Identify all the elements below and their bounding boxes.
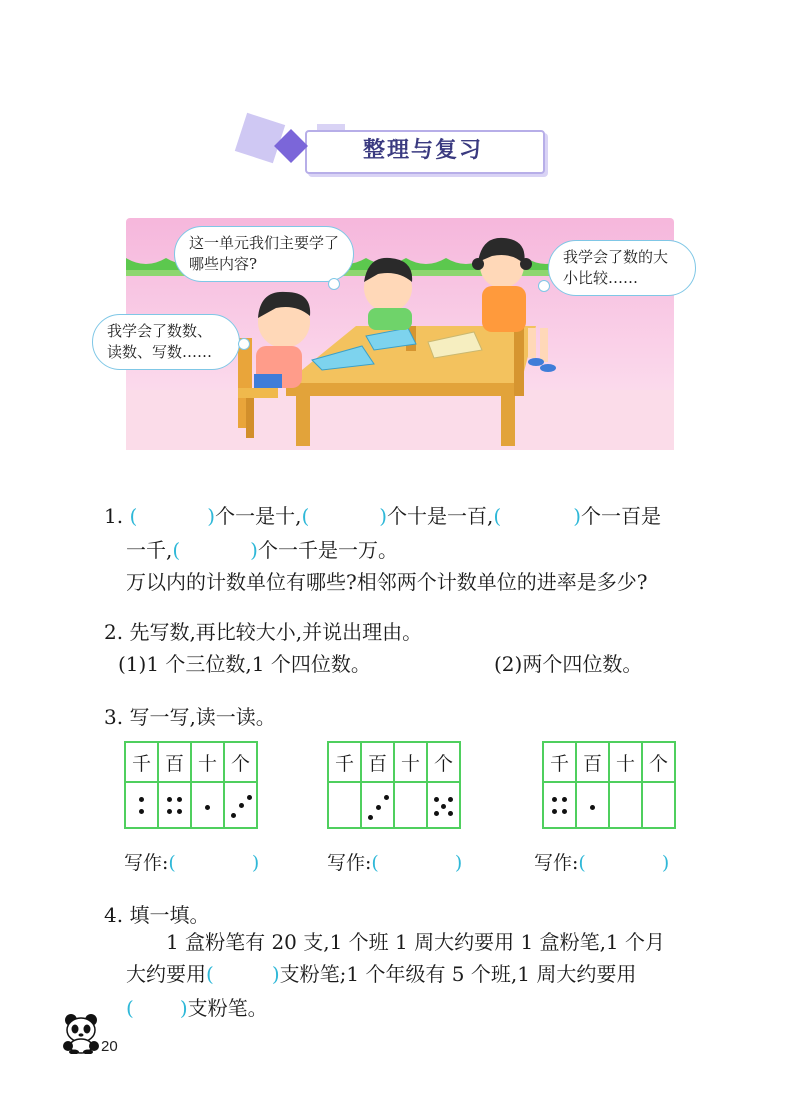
question-text: 填一填。 <box>129 903 210 927</box>
question-text: 个十是一百, <box>387 504 494 528</box>
section-title: 整理与复习 <box>362 137 483 163</box>
column-ones: 个 <box>427 742 460 782</box>
column-ones: 个 <box>224 742 257 782</box>
question-1-line-2 <box>126 536 398 564</box>
question-number: 1. <box>104 504 124 528</box>
question-2 <box>104 618 422 646</box>
question-4-line-1: 1 盒粉笔有 20 支,1 个班 1 周大约要用 1 盒粉笔,1 个月 <box>166 930 666 954</box>
question-4-line-3 <box>126 994 268 1022</box>
bead-cell <box>328 782 361 828</box>
bubble-tail-icon <box>238 338 250 350</box>
question-2-sub-1: (1)1 个三位数,1 个四位数。 <box>118 652 371 676</box>
write-as-2 <box>327 848 462 875</box>
bubble-text: 这一单元我们主要学了哪些内容? <box>189 234 340 273</box>
section-header <box>235 118 555 178</box>
question-2-sub-2: (2)两个四位数。 <box>494 652 643 676</box>
answer-blank[interactable]: ( ) <box>172 538 258 562</box>
question-number: 3. <box>104 705 124 729</box>
question-text: 支粉笔。 <box>187 996 268 1020</box>
question-text: 一千, <box>126 538 173 562</box>
question-text: 写一写,读一读。 <box>129 705 276 729</box>
write-as-1 <box>124 848 259 875</box>
column-hundreds: 百 <box>158 742 191 782</box>
question-text: 万以内的计数单位有哪些?相邻两个计数单位的进率是多少? <box>126 570 648 594</box>
column-tens: 十 <box>191 742 224 782</box>
write-label: 写作: <box>327 852 372 874</box>
question-number: 4. <box>104 903 124 927</box>
speech-bubble-left <box>92 314 240 370</box>
classroom-illustration <box>107 218 674 450</box>
question-4 <box>104 901 209 929</box>
page-number: 20 <box>101 1038 118 1055</box>
place-value-table-1 <box>124 741 258 829</box>
answer-blank[interactable]: ( ) <box>493 504 582 528</box>
question-1-line-3 <box>126 568 647 596</box>
column-tens: 十 <box>394 742 427 782</box>
bead-cell <box>224 782 257 828</box>
bead-cell <box>609 782 642 828</box>
bubble-text: 我学会了数数、读数、写数…… <box>107 322 213 361</box>
answer-blank[interactable]: ( ) <box>371 852 463 874</box>
answer-blank[interactable]: ( ) <box>129 504 216 528</box>
bead-cell <box>361 782 394 828</box>
answer-blank[interactable]: ( ) <box>126 996 188 1020</box>
column-tens: 十 <box>609 742 642 782</box>
question-text: 个一千是一万。 <box>257 538 398 562</box>
write-label: 写作: <box>124 852 169 874</box>
answer-blank[interactable]: ( ) <box>168 852 260 874</box>
write-as-3 <box>534 848 669 875</box>
bead-cell <box>158 782 191 828</box>
column-thousands: 千 <box>125 742 158 782</box>
bead-cell <box>427 782 460 828</box>
panda-icon <box>62 1012 102 1054</box>
column-ones: 个 <box>642 742 675 782</box>
bead-cell <box>191 782 224 828</box>
write-label: 写作: <box>534 852 579 874</box>
column-thousands: 千 <box>328 742 361 782</box>
bead-cell <box>642 782 675 828</box>
answer-blank[interactable]: ( ) <box>578 852 670 874</box>
question-number: 2. <box>104 620 124 644</box>
question-text: 大约要用 <box>126 962 206 986</box>
question-1-line-1 <box>104 502 661 530</box>
question-4-line-2 <box>126 960 636 988</box>
column-hundreds: 百 <box>361 742 394 782</box>
question-text: 个一百是 <box>581 504 662 528</box>
place-value-table-2 <box>327 741 461 829</box>
bead-cell <box>543 782 576 828</box>
answer-blank[interactable]: ( ) <box>206 962 280 986</box>
column-hundreds: 百 <box>576 742 609 782</box>
bubble-tail-icon <box>538 280 550 292</box>
question-text: 个一是十, <box>215 504 302 528</box>
bead-cell <box>125 782 158 828</box>
place-value-table-3 <box>542 741 676 829</box>
bubble-tail-icon <box>328 278 340 290</box>
question-3 <box>104 703 276 731</box>
speech-bubble-top <box>174 226 354 282</box>
bead-cell <box>576 782 609 828</box>
speech-bubble-right <box>548 240 696 296</box>
question-text: 先写数,再比较大小,并说出理由。 <box>129 620 423 644</box>
question-text: 支粉笔;1 个年级有 5 个班,1 周大约要用 <box>279 962 637 986</box>
decor-square-icon <box>235 113 285 163</box>
column-thousands: 千 <box>543 742 576 782</box>
bead-cell <box>394 782 427 828</box>
bubble-text: 我学会了数的大小比较…… <box>563 248 669 287</box>
answer-blank[interactable]: ( ) <box>301 504 388 528</box>
